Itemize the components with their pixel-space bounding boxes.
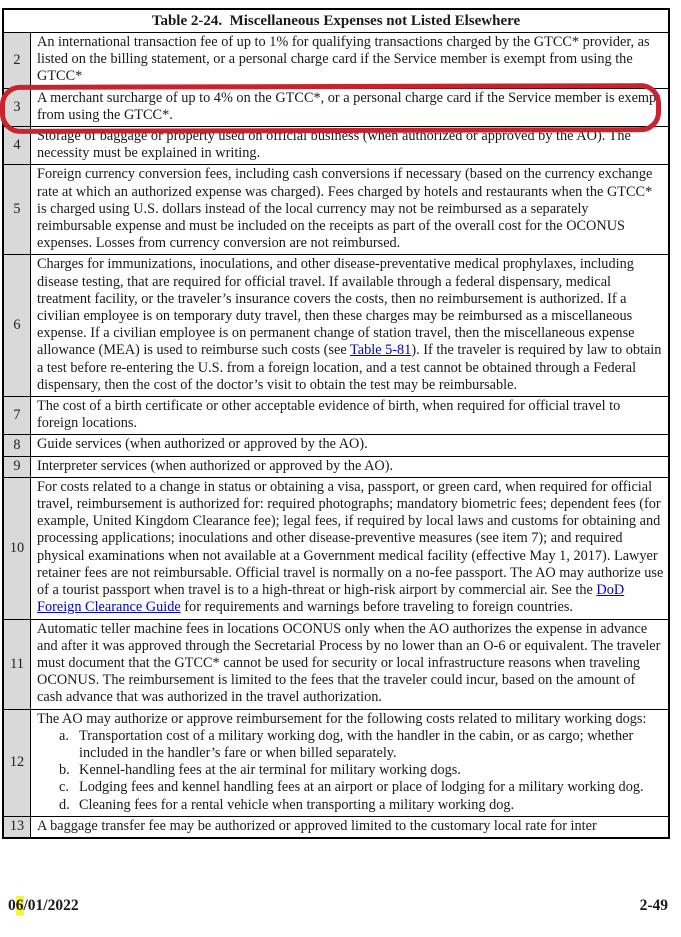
table-row (4, 33, 668, 89)
table-row (4, 89, 668, 127)
list-item-text: Kennel-handling fees at the air terminal for military working dogs. (79, 762, 461, 779)
list-item-text: Transportation cost of a military working dog, with the handler in the cabin, or as cargo; whether included in the handler’s fare or when billed separately. (79, 727, 634, 761)
row-text-segment: Foreign currency conversion fees, including cash conversions if necessary (based on the currency exchange rate at which an authorized expense was charged). Fees charged by hotels and restaurants when the GTCC* is charged using U.S. dollars instead of the local currency may not be reimbursed as a separately reimbursable expense and must be included on the receipts as part of the overall cost for the OCONUS expenses. Losses from currency conversion are not reimbursed. (37, 166, 653, 252)
row-text-segment: Storage of baggage or property used on official business (when authorized or approved by the AO). The necessity must be explained in writing. (37, 128, 631, 162)
row-number-cell: 9 (4, 457, 31, 477)
footer-date-prefix: 0 (8, 897, 16, 914)
row-text-segment: for requirements and warnings before traveling to foreign countries. (180, 599, 573, 616)
row-text-segment: The AO may authorize or approve reimbursement for the following costs related to military working dogs: (37, 710, 647, 727)
row-text (31, 478, 668, 619)
table-row (4, 478, 668, 620)
list-item-letter: d. (59, 796, 70, 813)
row-text (31, 817, 668, 837)
table-row (4, 457, 668, 478)
table-body (4, 33, 668, 837)
row-text (31, 620, 668, 709)
row-number-cell: 4 (4, 127, 31, 164)
table-row (4, 435, 668, 456)
row-number-cell: 13 (4, 817, 31, 837)
row-text-segment: Interpreter services (when authorized or approved by the AO). (37, 457, 394, 474)
row-text (31, 89, 668, 126)
lettered-list (37, 728, 664, 814)
row-text (31, 710, 668, 816)
table-row (4, 620, 668, 710)
list-item-text: Lodging fees and kennel handling fees at an airport or place of lodging for a military working dog. (79, 779, 644, 796)
footer-page-number: 2-49 (639, 897, 668, 914)
miscellaneous-expenses-table (2, 8, 670, 839)
row-number-cell: 6 (4, 255, 31, 396)
row-text (31, 33, 668, 88)
row-number-cell: 12 (4, 710, 31, 816)
row-text (31, 127, 668, 164)
list-item (37, 779, 664, 796)
list-item-letter: b. (59, 762, 70, 779)
dod-foreign-clearance-guide-link[interactable]: DoD Foreign Clearance Guide (37, 582, 625, 616)
table-row (4, 255, 668, 397)
list-item-letter: c. (59, 779, 69, 796)
table-row (4, 710, 668, 817)
row-number-cell: 5 (4, 165, 31, 254)
row-number-cell: 7 (4, 397, 31, 434)
row-text-segment: Automatic teller machine fees in locations OCONUS only when the AO authorizes the expense in advance and after it was approved through the Secretarial Process by no lower than an O-6 or equivalent. The traveler must document that the GTCC* cannot be used for security or local infrastructure reasons when traveling OCONUS. The reimbursement is limited to the fees that the traveler could incur, based on the amount of cash advance that was authorized in the travel authorization. (37, 620, 661, 706)
row-number-cell: 2 (4, 33, 31, 88)
footer-date-suffix: /01/2022 (23, 897, 79, 914)
row-text (31, 255, 668, 396)
table-title: Table 2-24. Miscellaneous Expenses not Listed Elsewhere (4, 10, 668, 33)
row-number-cell: 3 (4, 89, 31, 126)
row-text-segment: ). If the traveler is required by law to obtain a test before re-entering the U.S. from a foreign location, and a test cannot be obtained through a Federal dispensary, then the cost of the doctor’s visit to obtain the test may be reimbursable. (37, 342, 662, 393)
list-item (37, 728, 664, 762)
footer-date (8, 897, 79, 915)
list-item-text: Cleaning fees for a rental vehicle when transporting a military working dog. (79, 796, 515, 813)
table-5-81-link[interactable]: Table 5-81 (350, 342, 412, 359)
row-text (31, 397, 668, 434)
row-text (31, 457, 668, 477)
table-row (4, 397, 668, 435)
row-text-segment: Guide services (when authorized or approved by the AO). (37, 436, 368, 453)
row-text-segment: Charges for immunizations, inoculations, and other disease-preventative medical prophylaxes, including disease testing, that are required for official travel. If available through a federal dispensary, medical treatment facility, or the traveler’s insurance covers the costs, then no reimbursement is authorized. If a civilian employee is on temporary duty travel, then these charges may be reimbursed as a miscellaneous expense. If a civilian employee is on permanent change of station travel, then the miscellaneous expense allowance (MEA) is used to reimburse such costs (see (37, 256, 635, 359)
list-item (37, 797, 664, 814)
list-item (37, 762, 664, 779)
row-number-cell: 11 (4, 620, 31, 709)
row-number-cell: 8 (4, 435, 31, 455)
row-text (31, 165, 668, 254)
table-row (4, 817, 668, 837)
row-text-segment: An international transaction fee of up to 1% for qualifying transactions charged by the GTCC* provider, as listed on the billing statement, or a personal charge card if the Service member is exempt from using the GTCC* (37, 34, 650, 85)
row-text-segment: For costs related to a change in status or obtaining a visa, passport, or green card, when required for official travel, reimbursement is authorized for: required photographs; mandatory biometric fees; dependent fees (for example, United Kingdom Clearance fee); legal fees, if required by local laws and customs for obtaining and processing applications; inoculations and other disease-preventive measures (see item 7); and required physical examinations when not available at a Government medical facility (effective May 1, 2017). Lawyer retainer fees are not reimbursable. Official travel is normally on a no-fee passport. The AO may authorize use of a tourist passport when travel is to a high-threat or high-risk airport by commercial air. See the (37, 478, 664, 599)
row-text-segment: The cost of a birth certificate or other acceptable evidence of birth, when required for official travel to foreign locations. (37, 398, 621, 432)
table-row (4, 127, 668, 165)
row-number-cell: 10 (4, 478, 31, 619)
row-text-segment: A merchant surcharge of up to 4% on the GTCC*, or a personal charge card if the Service member is exempt from using the GTCC*. (37, 89, 661, 123)
table-row (4, 165, 668, 255)
row-text (31, 435, 668, 455)
list-item-letter: a. (59, 727, 69, 744)
row-text-segment: A baggage transfer fee may be authorized or approved limited to the customary local rate for inter (37, 817, 597, 834)
footer-date-highlight: 6 (15, 897, 24, 914)
